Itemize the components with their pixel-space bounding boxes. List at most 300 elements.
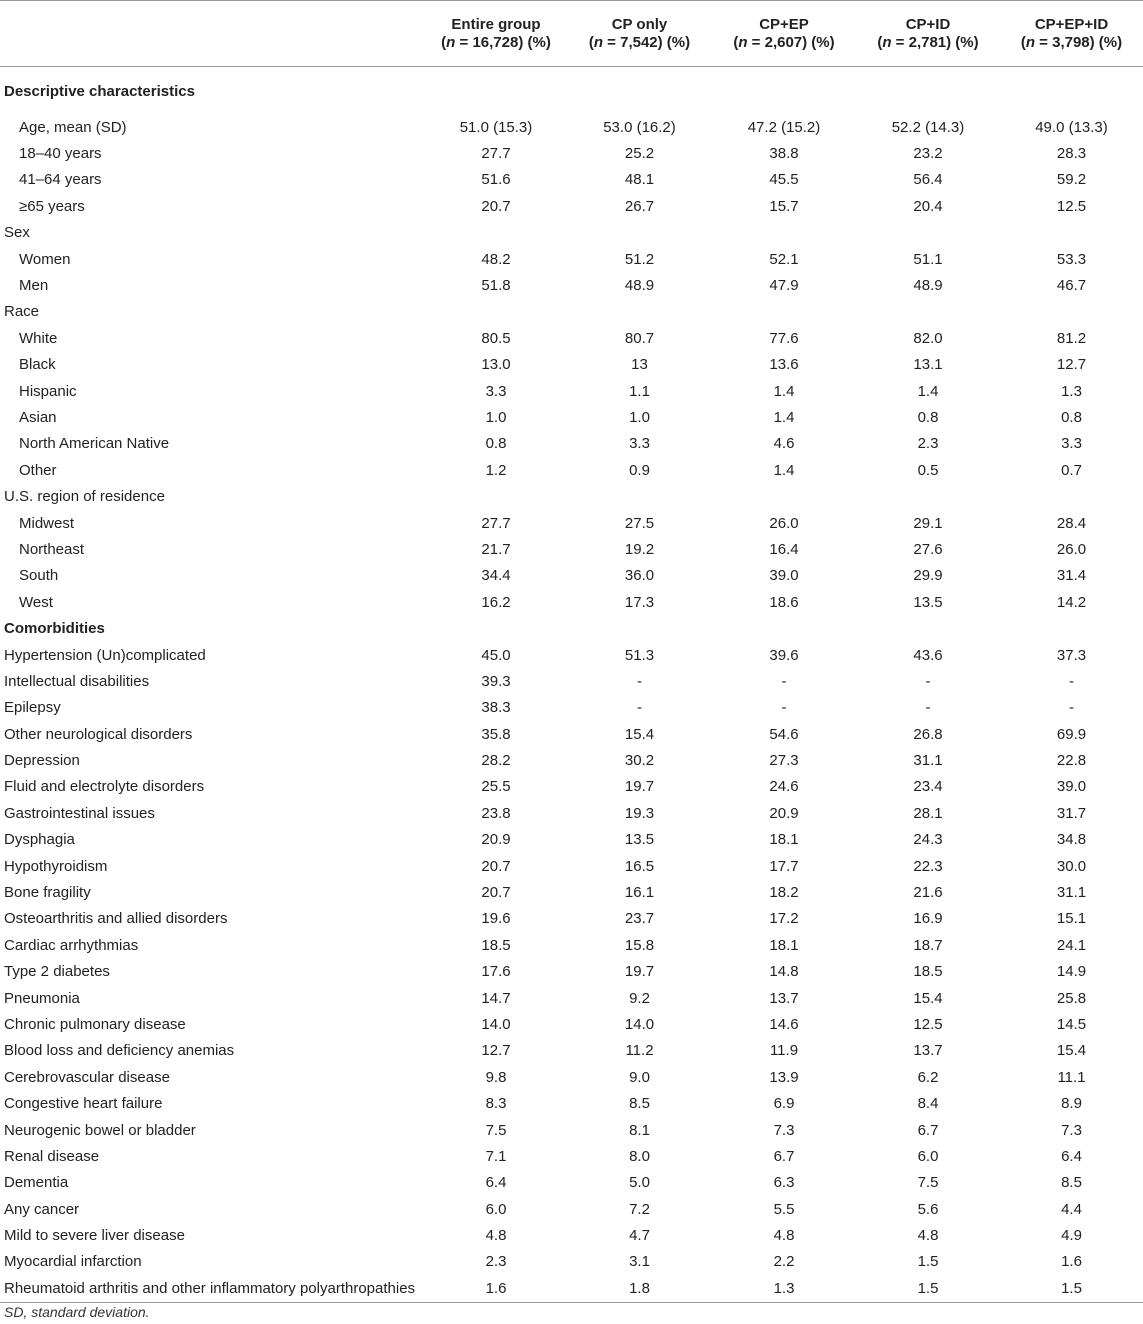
row-label: Blood loss and deficiency anemias xyxy=(4,1042,235,1060)
value-cell: 6.4 xyxy=(1061,1147,1082,1165)
value-cell: 26.8 xyxy=(913,725,943,743)
table-row xyxy=(0,1223,1143,1249)
row-label: Dementia xyxy=(4,1174,69,1192)
value-cell: 6.2 xyxy=(917,1068,939,1086)
value-cell: 18.2 xyxy=(769,884,799,902)
value-cell xyxy=(712,616,856,642)
value-cell: 12.5 xyxy=(913,1015,943,1033)
value-cell: 4.9 xyxy=(1061,1227,1082,1245)
value-cell: 6.7 xyxy=(917,1121,939,1139)
table-row xyxy=(0,801,1143,827)
value-cell xyxy=(856,484,1000,510)
table-row xyxy=(0,484,1143,510)
value-cell: 1.2 xyxy=(485,461,507,479)
value-cell: 1.5 xyxy=(1000,1276,1143,1302)
value-cell: 31.4 xyxy=(1056,567,1087,585)
value-cell: 52.2 (14.3) xyxy=(891,118,965,136)
value-cell: 9.8 xyxy=(485,1068,507,1086)
table-row xyxy=(0,299,1143,325)
header-group-size: (n = 3,798) (%) xyxy=(1020,33,1123,51)
value-cell: 19.7 xyxy=(624,778,655,796)
value-cell: 13.6 xyxy=(769,356,799,374)
row-label: South xyxy=(19,567,59,585)
value-cell: 48.2 xyxy=(481,250,511,268)
value-cell xyxy=(567,484,712,510)
value-cell: 8.4 xyxy=(917,1095,939,1113)
value-cell: 26.0 xyxy=(769,514,799,532)
value-cell: 20.9 xyxy=(769,804,799,822)
value-cell: 0.7 xyxy=(1061,461,1082,479)
value-cell: 16.5 xyxy=(624,857,655,875)
value-cell: 36.0 xyxy=(624,567,655,585)
table-row xyxy=(0,141,1143,167)
value-cell: 4.8 xyxy=(773,1227,795,1245)
value-cell: 0.8 xyxy=(917,408,939,426)
table-row xyxy=(0,1144,1143,1170)
row-label: West xyxy=(19,593,53,611)
header-cell-label xyxy=(0,1,425,67)
row-label: Hispanic xyxy=(19,382,77,400)
value-cell: 25.8 xyxy=(1056,989,1087,1007)
value-cell: 30.0 xyxy=(1056,857,1087,875)
value-cell: 5.6 xyxy=(917,1200,939,1218)
value-cell: 20.9 xyxy=(481,831,511,849)
value-cell: 7.5 xyxy=(917,1174,939,1192)
value-cell: 1.3 xyxy=(1061,382,1082,400)
table-row xyxy=(0,695,1143,721)
value-cell: 13 xyxy=(631,356,648,374)
value-cell: 29.1 xyxy=(913,514,943,532)
value-cell: 31.1 xyxy=(913,752,943,770)
value-cell: 51.1 xyxy=(913,250,943,268)
table-body xyxy=(0,67,1143,1303)
value-cell: 19.7 xyxy=(624,963,655,981)
value-cell: 52.1 xyxy=(769,250,799,268)
value-cell: 38.3 xyxy=(481,699,511,717)
table-row xyxy=(0,1170,1143,1196)
value-cell: - xyxy=(637,699,642,717)
row-label: Cerebrovascular disease xyxy=(4,1068,170,1086)
value-cell: 0.9 xyxy=(629,461,650,479)
header-cell-group xyxy=(425,1,567,67)
value-cell: 14.7 xyxy=(481,989,511,1007)
value-cell: 15.7 xyxy=(769,197,799,215)
table-row xyxy=(0,352,1143,378)
table-row xyxy=(0,721,1143,747)
value-cell: - xyxy=(925,699,931,717)
value-cell: 2.3 xyxy=(917,435,939,453)
header-cell-group xyxy=(1000,1,1143,67)
value-cell: 48.9 xyxy=(913,277,943,295)
row-label: Hypertension (Un)complicated xyxy=(4,646,206,664)
value-cell: 39.0 xyxy=(769,567,799,585)
value-cell: 53.0 (16.2) xyxy=(603,118,676,136)
row-label: Fluid and electrolyte disorders xyxy=(4,778,205,796)
value-cell xyxy=(567,67,712,115)
row-label: Renal disease xyxy=(4,1147,100,1165)
value-cell: 6.4 xyxy=(485,1174,507,1192)
value-cell: 16.2 xyxy=(481,593,511,611)
value-cell: - xyxy=(781,672,787,690)
value-cell: 22.8 xyxy=(1056,752,1087,770)
value-cell: 15.4 xyxy=(913,989,943,1007)
value-cell: 6.0 xyxy=(485,1200,507,1218)
row-label: 41–64 years xyxy=(19,171,102,189)
value-cell: 53.3 xyxy=(1056,250,1087,268)
table-row xyxy=(0,273,1143,299)
value-cell: 45.5 xyxy=(769,171,799,189)
value-cell: 8.3 xyxy=(485,1095,507,1113)
value-cell: - xyxy=(1069,699,1074,717)
value-cell: 22.3 xyxy=(913,857,943,875)
value-cell: 3.3 xyxy=(629,435,650,453)
table-row xyxy=(0,959,1143,985)
value-cell: 17.3 xyxy=(624,593,655,611)
value-cell: 17.2 xyxy=(769,910,799,928)
value-cell: 25.5 xyxy=(481,778,511,796)
row-label: Descriptive characteristics xyxy=(4,82,195,100)
row-label: Black xyxy=(19,356,56,374)
value-cell: 6.0 xyxy=(917,1147,939,1165)
row-label: U.S. region of residence xyxy=(4,488,165,506)
value-cell: 18.5 xyxy=(913,963,943,981)
value-cell: 30.2 xyxy=(624,752,655,770)
value-cell: 28.3 xyxy=(1056,145,1087,163)
value-cell: 21.7 xyxy=(481,540,511,558)
table-row xyxy=(0,642,1143,668)
row-label: Women xyxy=(19,250,71,268)
value-cell: 13.9 xyxy=(769,1068,799,1086)
value-cell xyxy=(425,484,567,510)
value-cell: 1.4 xyxy=(773,382,795,400)
value-cell: 11.2 xyxy=(625,1042,654,1060)
value-cell: 11.9 xyxy=(769,1042,799,1060)
value-cell: 27.6 xyxy=(913,540,943,558)
value-cell: 6.3 xyxy=(773,1174,795,1192)
value-cell: 27.3 xyxy=(769,752,799,770)
value-cell: 6.7 xyxy=(773,1147,795,1165)
value-cell: 14.2 xyxy=(1056,593,1087,611)
header-group-name: CP+EP xyxy=(759,15,809,33)
value-cell: 8.9 xyxy=(1061,1095,1082,1113)
row-label: White xyxy=(19,329,58,347)
table-row xyxy=(0,405,1143,431)
value-cell: 9.0 xyxy=(629,1068,650,1086)
value-cell xyxy=(712,484,856,510)
value-cell xyxy=(712,67,856,115)
value-cell: 31.7 xyxy=(1056,804,1087,822)
table-row xyxy=(0,985,1143,1011)
value-cell: - xyxy=(781,699,787,717)
row-label: Any cancer xyxy=(4,1200,80,1218)
value-cell: 34.8 xyxy=(1056,831,1087,849)
header-group-name: CP+ID xyxy=(905,15,951,33)
value-cell: 24.3 xyxy=(913,831,943,849)
value-cell xyxy=(1000,616,1143,642)
table-row xyxy=(0,1117,1143,1143)
table-row xyxy=(0,458,1143,484)
value-cell: 47.2 (15.2) xyxy=(747,118,821,136)
value-cell: 20.4 xyxy=(913,197,943,215)
value-cell: 3.1 xyxy=(629,1253,650,1271)
header-group-name: Entire group xyxy=(451,15,541,33)
table-row xyxy=(0,906,1143,932)
value-cell: - xyxy=(925,672,931,690)
value-cell: 69.9 xyxy=(1056,725,1087,743)
header-group-size: (n = 2,781) (%) xyxy=(877,33,979,51)
value-cell: 3.3 xyxy=(1061,435,1082,453)
value-cell xyxy=(1000,484,1143,510)
value-cell: 21.6 xyxy=(913,884,943,902)
table-row xyxy=(0,510,1143,536)
header-group-size: (n = 16,728) (%) xyxy=(441,33,551,51)
value-cell: 25.2 xyxy=(624,145,655,163)
value-cell: 12.5 xyxy=(1056,197,1087,215)
row-label: Bone fragility xyxy=(4,884,91,902)
value-cell: 51.0 (15.3) xyxy=(459,118,533,136)
section-header-row xyxy=(0,67,1143,115)
value-cell: 14.0 xyxy=(481,1015,511,1033)
value-cell: 15.4 xyxy=(624,725,655,743)
value-cell: 17.6 xyxy=(481,963,511,981)
value-cell: 1.6 xyxy=(1061,1253,1082,1271)
value-cell xyxy=(856,299,1000,325)
value-cell: 54.6 xyxy=(769,725,799,743)
row-label: Myocardial infarction xyxy=(4,1253,142,1271)
value-cell: 13.7 xyxy=(913,1042,943,1060)
value-cell: 1.1 xyxy=(629,382,650,400)
row-label: Cardiac arrhythmias xyxy=(4,936,139,954)
row-label: Hypothyroidism xyxy=(4,857,108,875)
value-cell: 7.1 xyxy=(485,1147,507,1165)
row-label: Dysphagia xyxy=(4,831,75,849)
value-cell: 12.7 xyxy=(481,1042,511,1060)
table-row xyxy=(0,748,1143,774)
value-cell: - xyxy=(637,672,642,690)
table-row xyxy=(0,1091,1143,1117)
row-label: Age, mean (SD) xyxy=(19,118,127,136)
value-cell: 80.7 xyxy=(624,329,655,347)
row-label: Pneumonia xyxy=(4,989,80,1007)
value-cell: 13.1 xyxy=(913,356,943,374)
value-cell: 4.8 xyxy=(485,1227,507,1245)
value-cell xyxy=(425,616,567,642)
row-label: Comorbidities xyxy=(4,620,105,638)
value-cell: 18.7 xyxy=(913,936,943,954)
header-group-name: CP+EP+ID xyxy=(1034,15,1109,33)
value-cell: 15.8 xyxy=(624,936,655,954)
value-cell: 15.4 xyxy=(1056,1042,1087,1060)
row-label: Midwest xyxy=(19,514,75,532)
value-cell xyxy=(425,67,567,115)
value-cell: 16.1 xyxy=(624,884,655,902)
value-cell: 20.7 xyxy=(481,197,511,215)
table-header xyxy=(0,1,1143,67)
value-cell: 56.4 xyxy=(913,171,943,189)
value-cell: 19.6 xyxy=(481,910,511,928)
value-cell: 80.5 xyxy=(481,329,511,347)
table-row xyxy=(0,1038,1143,1064)
value-cell: 1.0 xyxy=(629,408,650,426)
value-cell xyxy=(712,220,856,246)
value-cell: 19.2 xyxy=(624,540,655,558)
value-cell: 18.1 xyxy=(769,831,799,849)
row-label: North American Native xyxy=(19,435,170,453)
value-cell xyxy=(712,299,856,325)
value-cell: 7.2 xyxy=(629,1200,650,1218)
header-row xyxy=(0,1,1143,67)
table-row xyxy=(0,194,1143,220)
value-cell: 8.5 xyxy=(629,1095,650,1113)
value-cell: 48.9 xyxy=(624,277,655,295)
table-row xyxy=(0,563,1143,589)
value-cell: 14.9 xyxy=(1056,963,1087,981)
value-cell: 51.8 xyxy=(481,277,511,295)
value-cell: 1.4 xyxy=(773,461,795,479)
value-cell: 1.5 xyxy=(917,1253,939,1271)
row-label: 18–40 years xyxy=(19,145,102,163)
value-cell: 27.7 xyxy=(481,514,511,532)
value-cell: 18.5 xyxy=(481,936,511,954)
table-row xyxy=(0,933,1143,959)
row-label: Type 2 diabetes xyxy=(4,963,110,981)
value-cell: 13.0 xyxy=(481,356,511,374)
value-cell: 16.9 xyxy=(913,910,943,928)
row-label: Osteoarthritis and allied disorders xyxy=(4,910,228,928)
header-cell-group xyxy=(856,1,1000,67)
value-cell xyxy=(425,299,567,325)
value-cell: 1.5 xyxy=(856,1276,1000,1302)
table-footnote: SD, standard deviation. xyxy=(4,1304,150,1320)
value-cell: 15.1 xyxy=(1056,910,1087,928)
table-row xyxy=(0,880,1143,906)
row-label: Men xyxy=(19,277,49,295)
value-cell: 28.2 xyxy=(481,752,511,770)
row-label: Intellectual disabilities xyxy=(4,672,150,690)
value-cell: 13.5 xyxy=(624,831,655,849)
value-cell: 39.0 xyxy=(1056,778,1087,796)
value-cell: 77.6 xyxy=(769,329,799,347)
table-row xyxy=(0,1197,1143,1223)
value-cell: 14.8 xyxy=(769,963,799,981)
row-label: Other neurological disorders xyxy=(4,725,193,743)
value-cell: 0.5 xyxy=(917,461,939,479)
row-label: Depression xyxy=(4,752,80,770)
value-cell: 23.2 xyxy=(913,145,943,163)
section-header-row xyxy=(0,616,1143,642)
value-cell: 1.4 xyxy=(917,382,939,400)
value-cell: 12.7 xyxy=(1056,356,1087,374)
value-cell: 23.7 xyxy=(624,910,655,928)
value-cell: 26.7 xyxy=(624,197,655,215)
table-row xyxy=(0,115,1143,141)
value-cell xyxy=(425,220,567,246)
value-cell: 27.5 xyxy=(624,514,655,532)
value-cell: 51.6 xyxy=(481,171,511,189)
table-row xyxy=(0,378,1143,404)
value-cell: 28.4 xyxy=(1056,514,1087,532)
row-label: Other xyxy=(19,461,57,479)
table-row xyxy=(0,431,1143,457)
value-cell: 6.9 xyxy=(773,1095,795,1113)
value-cell: 38.8 xyxy=(769,145,799,163)
value-cell: 39.6 xyxy=(769,646,799,664)
row-label: Race xyxy=(4,303,40,321)
value-cell xyxy=(1000,299,1143,325)
row-label: Asian xyxy=(19,408,57,426)
value-cell: 31.1 xyxy=(1056,884,1087,902)
value-cell: 29.9 xyxy=(913,567,943,585)
value-cell: 14.5 xyxy=(1056,1015,1087,1033)
table-row xyxy=(0,1249,1143,1275)
value-cell xyxy=(567,220,712,246)
table-row xyxy=(0,220,1143,246)
value-cell: 1.4 xyxy=(773,408,795,426)
value-cell: 1.6 xyxy=(425,1276,567,1302)
value-cell: 4.4 xyxy=(1061,1200,1082,1218)
value-cell: 59.2 xyxy=(1056,171,1087,189)
value-cell: 46.7 xyxy=(1056,277,1087,295)
value-cell xyxy=(1000,67,1143,115)
row-label: ≥65 years xyxy=(19,197,85,215)
row-label: Rheumatoid arthritis and other inflammatory polyarthropathies xyxy=(0,1276,425,1302)
value-cell: 19.3 xyxy=(624,804,655,822)
value-cell: 8.1 xyxy=(629,1121,650,1139)
value-cell: 4.6 xyxy=(773,435,795,453)
row-label: Sex xyxy=(4,224,30,242)
value-cell: 37.3 xyxy=(1056,646,1087,664)
header-group-name: CP only xyxy=(611,15,668,33)
table-row xyxy=(0,326,1143,352)
value-cell: 23.8 xyxy=(481,804,511,822)
table-row xyxy=(0,167,1143,193)
value-cell: 5.0 xyxy=(629,1174,650,1192)
value-cell: 16.4 xyxy=(769,540,799,558)
value-cell: 8.0 xyxy=(629,1147,650,1165)
value-cell: 13.5 xyxy=(913,593,943,611)
row-label: Chronic pulmonary disease xyxy=(4,1015,186,1033)
value-cell: 18.1 xyxy=(769,936,799,954)
value-cell: 24.1 xyxy=(1056,936,1087,954)
value-cell: 8.5 xyxy=(1061,1174,1082,1192)
row-label: Epilepsy xyxy=(4,699,61,717)
value-cell: 43.6 xyxy=(913,646,943,664)
value-cell: 20.7 xyxy=(481,884,511,902)
value-cell xyxy=(567,299,712,325)
value-cell xyxy=(1000,220,1143,246)
value-cell: 5.5 xyxy=(773,1200,795,1218)
value-cell: 47.9 xyxy=(769,277,799,295)
value-cell: 48.1 xyxy=(624,171,655,189)
value-cell: 81.2 xyxy=(1056,329,1087,347)
table-row xyxy=(0,827,1143,853)
value-cell: 28.1 xyxy=(913,804,943,822)
table-row xyxy=(0,774,1143,800)
value-cell xyxy=(856,220,1000,246)
value-cell: 11.1 xyxy=(1057,1068,1086,1086)
table-row xyxy=(0,1012,1143,1038)
value-cell: 2.2 xyxy=(773,1253,795,1271)
table-row xyxy=(0,590,1143,616)
row-label: Neurogenic bowel or bladder xyxy=(4,1121,196,1139)
value-cell: 17.7 xyxy=(769,857,799,875)
value-cell: 34.4 xyxy=(481,567,511,585)
value-cell: 51.2 xyxy=(624,250,655,268)
value-cell: 51.3 xyxy=(624,646,655,664)
header-cell-group xyxy=(567,1,712,67)
value-cell: 7.5 xyxy=(485,1121,507,1139)
value-cell: 3.3 xyxy=(485,382,507,400)
